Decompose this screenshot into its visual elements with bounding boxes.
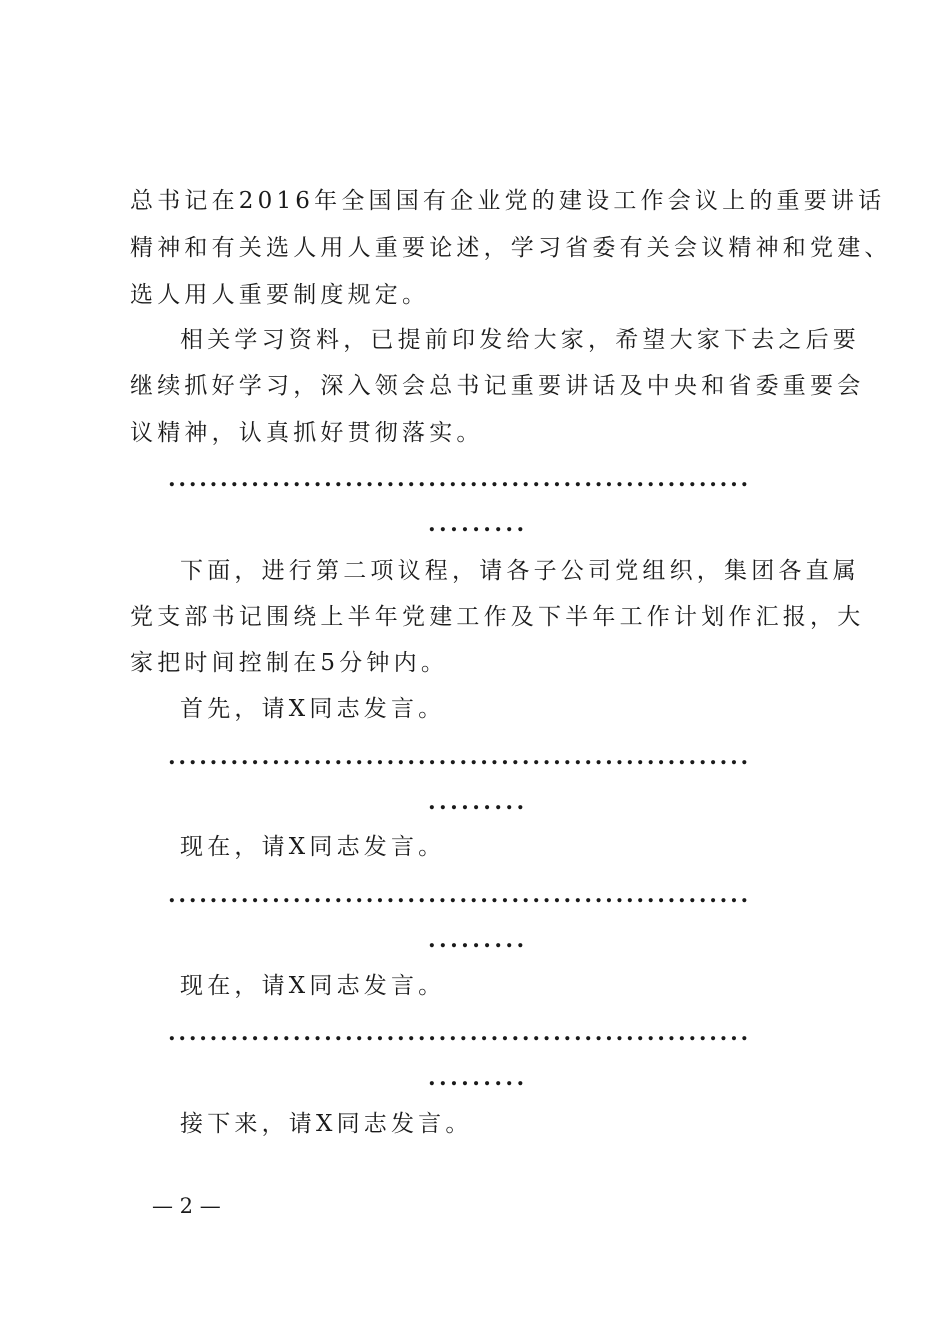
ellipsis-separator-1-long: ........................................................	[168, 466, 751, 492]
ellipsis-separator-3-short: .........	[428, 927, 528, 953]
paragraph-2-line-2: 继续抓好学习，深入领会总书记重要讲话及中央和省委重要会	[130, 373, 865, 399]
page-number: — 2 —	[152, 1194, 221, 1218]
speaker-1-line: 首先，请X同志发言。	[180, 696, 446, 722]
paragraph-2-line-3: 议精神，认真抓好贯彻落实。	[130, 420, 484, 446]
ellipsis-separator-1-short: .........	[428, 511, 528, 537]
paragraph-3-line-2: 党支部书记围绕上半年党建工作及下半年工作计划作汇报，大	[130, 604, 865, 630]
paragraph-3-line-3: 家把时间控制在5分钟内。	[130, 650, 449, 676]
speaker-4-line: 接下来，请X同志发言。	[180, 1111, 473, 1137]
paragraph-1-line-1: 总书记在2016年全国国有企业党的建设工作会议上的重要讲话	[130, 188, 886, 214]
paragraph-3-line-1: 下面，进行第二项议程，请各子公司党组织，集团各直属	[180, 558, 860, 584]
paragraph-1-line-3: 选人用人重要制度规定。	[130, 282, 430, 308]
speaker-2-line: 现在，请X同志发言。	[180, 834, 446, 860]
speaker-3-line: 现在，请X同志发言。	[180, 973, 446, 999]
ellipsis-separator-2-short: .........	[428, 789, 528, 815]
ellipsis-separator-4-long: ........................................................	[168, 1020, 751, 1046]
ellipsis-separator-3-long: ........................................................	[168, 882, 751, 908]
ellipsis-separator-4-short: .........	[428, 1065, 528, 1091]
ellipsis-separator-2-long: ........................................................	[168, 744, 751, 770]
paragraph-1-line-2: 精神和有关选人用人重要论述，学习省委有关会议精神和党建、	[130, 235, 892, 261]
paragraph-2-line-1: 相关学习资料，已提前印发给大家，希望大家下去之后要	[180, 327, 860, 353]
